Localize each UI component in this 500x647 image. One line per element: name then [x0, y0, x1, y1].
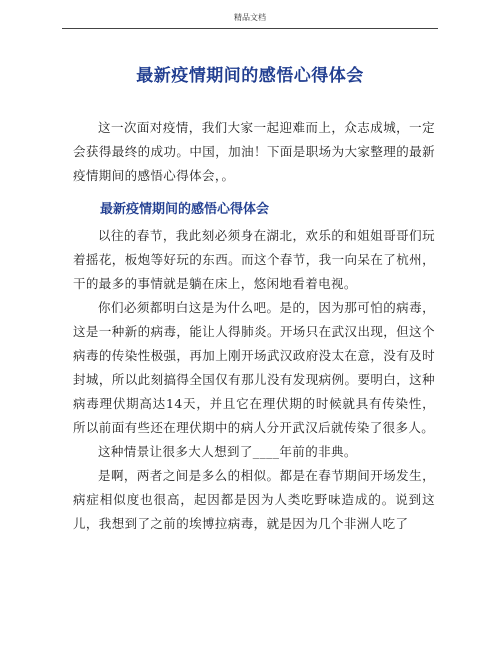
body-block [73, 224, 435, 536]
document-title: 最新疫情期间的感悟心得体会 [136, 66, 364, 86]
body-paragraph-4: 是啊，两者之间是多么的相似。都是在春节期间开场发生，病症相似度也很高，起因都是因为人类吃野味造成的。说到这儿，我想到了之前的埃博拉病毒，就是因为几个非洲人吃了 [73, 468, 435, 531]
intro-block [73, 116, 435, 188]
body-paragraph-3: 这种情景让很多大人想到了____年前的非典。 [98, 444, 357, 459]
intro-paragraph: 这一次面对疫情，我们大家一起迎难而上，众志成城，一定会获得最终的成功。中国，加油！下面是职场为大家整理的最新疫情期间的感悟心得体会，。 [73, 120, 435, 183]
body-paragraph-2: 你们必须都明白这是为什么吧。是的，因为那可怕的病毒，这是一种新的病毒，能让人得肺炎。开场只在武汉出现，但这个病毒的传染性极强，再加上刚开场武汉政府没太在意，没有及时封城，所以此刻搞得全国仅有那儿没有发现病例。要明白，这种病毒理伏期高达14天，并且它在理伏期的时候就具有传染性，所以前面有些还在理伏期中的病人分开武汉后就传染了很多人。 [73, 300, 435, 435]
section-heading: 最新疫情期间的感悟心得体会 [100, 202, 270, 217]
page-header-label: 精品文档 [234, 13, 266, 22]
body-paragraph-1: 以往的春节，我此刻必须身在湖北，欢乐的和姐姐哥哥们玩着摇花，板炮等好玩的东西。而这个春节，我一向呆在了杭州，干的最多的事情就是躺在床上，悠闲地看着电视。 [73, 228, 435, 291]
header-divider [62, 28, 438, 29]
